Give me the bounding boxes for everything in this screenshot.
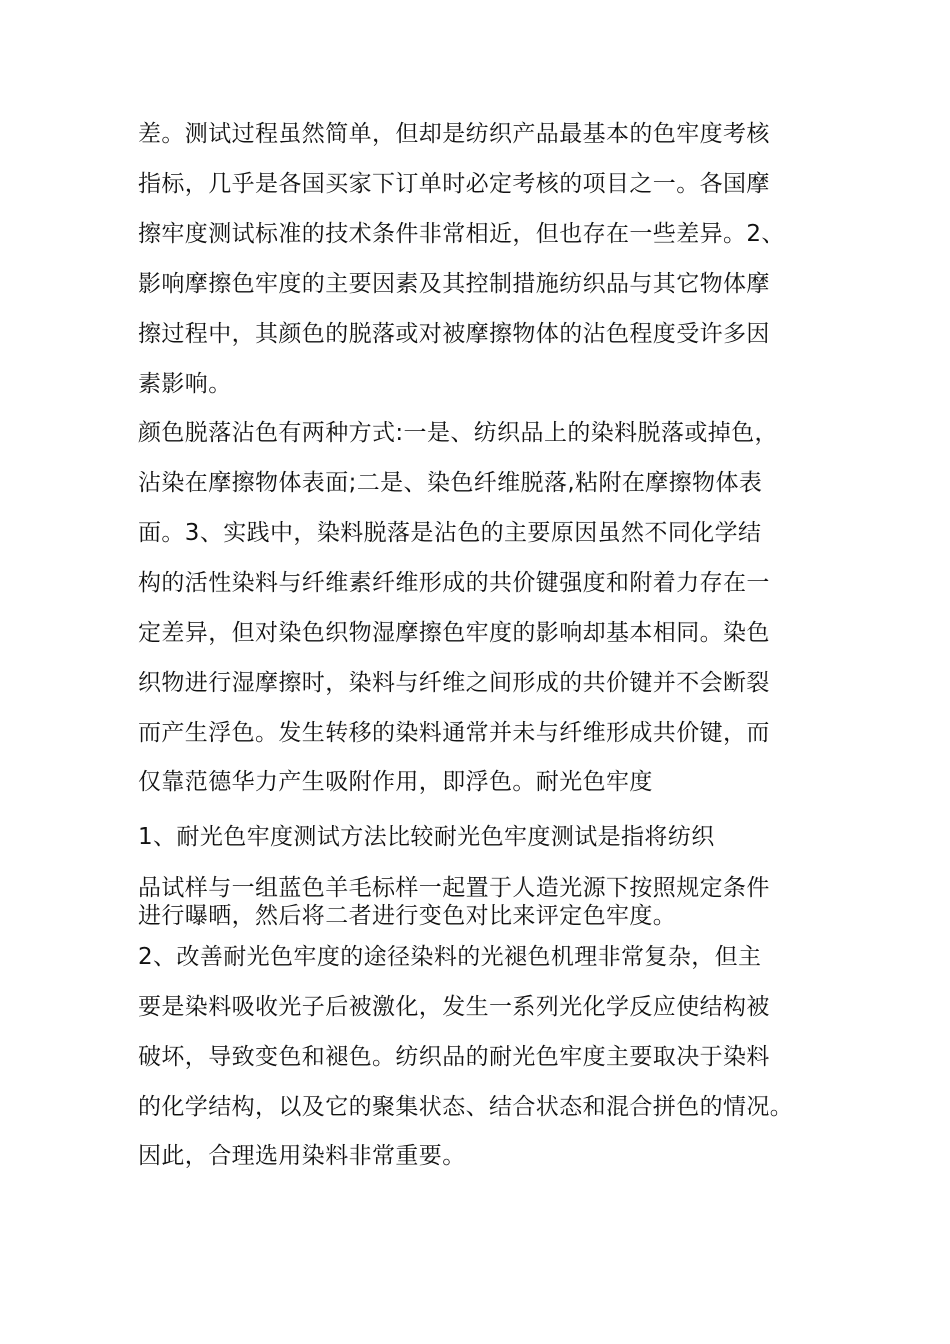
text-line: 定差异，但对染色织物湿摩擦色牢度的影响却基本相同。染色 bbox=[138, 620, 770, 646]
text-line: 织物进行湿摩擦时，染料与纤维之间形成的共价键并不会断裂 bbox=[138, 670, 770, 696]
text-line: 擦过程中，其颜色的脱落或对被摩擦物体的沾色程度受许多因 bbox=[138, 321, 770, 347]
text-line: 2、改善耐光色牢度的途径染料的光褪色机理非常复杂，但主 bbox=[138, 944, 762, 970]
text-line: 指标，几乎是各国买家下订单时必定考核的项目之一。各国摩 bbox=[138, 171, 770, 197]
text-line: 擦牢度测试标准的技术条件非常相近，但也存在一些差异。2、 bbox=[138, 221, 785, 247]
text-line: 破坏，导致变色和褪色。纺织品的耐光色牢度主要取决于染料 bbox=[138, 1044, 770, 1070]
text-line: 要是染料吸收光子后被激化，发生一系列光化学反应使结构被 bbox=[138, 994, 770, 1020]
text-line: 的化学结构，以及它的聚集状态、结合状态和混合拼色的情况。 bbox=[138, 1094, 794, 1120]
text-line: 而产生浮色。发生转移的染料通常并未与纤维形成共价键，而 bbox=[138, 720, 770, 746]
text-line: 1、耐光色牢度测试方法比较耐光色牢度测试是指将纺织 bbox=[138, 824, 715, 850]
text-line: 构的活性染料与纤维素纤维形成的共价键强度和附着力存在一 bbox=[138, 570, 770, 596]
text-line: 素影响。 bbox=[138, 371, 232, 397]
text-line: 颜色脱落沾色有两种方式:一是、纺织品上的染料脱落或掉色， bbox=[138, 420, 778, 446]
text-line: 沾染在摩擦物体表面;二是、染色纤维脱落,粘附在摩擦物体表 bbox=[138, 470, 763, 496]
text-line: 进行曝晒，然后将二者进行变色对比来评定色牢度。 bbox=[138, 903, 677, 929]
text-line: 仅靠范德华力产生吸附作用，即浮色。耐光色牢度 bbox=[138, 769, 653, 795]
text-line: 影响摩擦色牢度的主要因素及其控制措施纺织品与其它物体摩 bbox=[138, 271, 770, 297]
text-line: 因此，合理选用染料非常重要。 bbox=[138, 1143, 466, 1169]
text-line: 差。测试过程虽然简单，但却是纺织产品最基本的色牢度考核 bbox=[138, 121, 770, 147]
text-line: 品试样与一组蓝色羊毛标样一起置于人造光源下按照规定条件 bbox=[138, 875, 770, 901]
text-line: 面。3、实践中，染料脱落是沾色的主要原因虽然不同化学结 bbox=[138, 520, 762, 546]
